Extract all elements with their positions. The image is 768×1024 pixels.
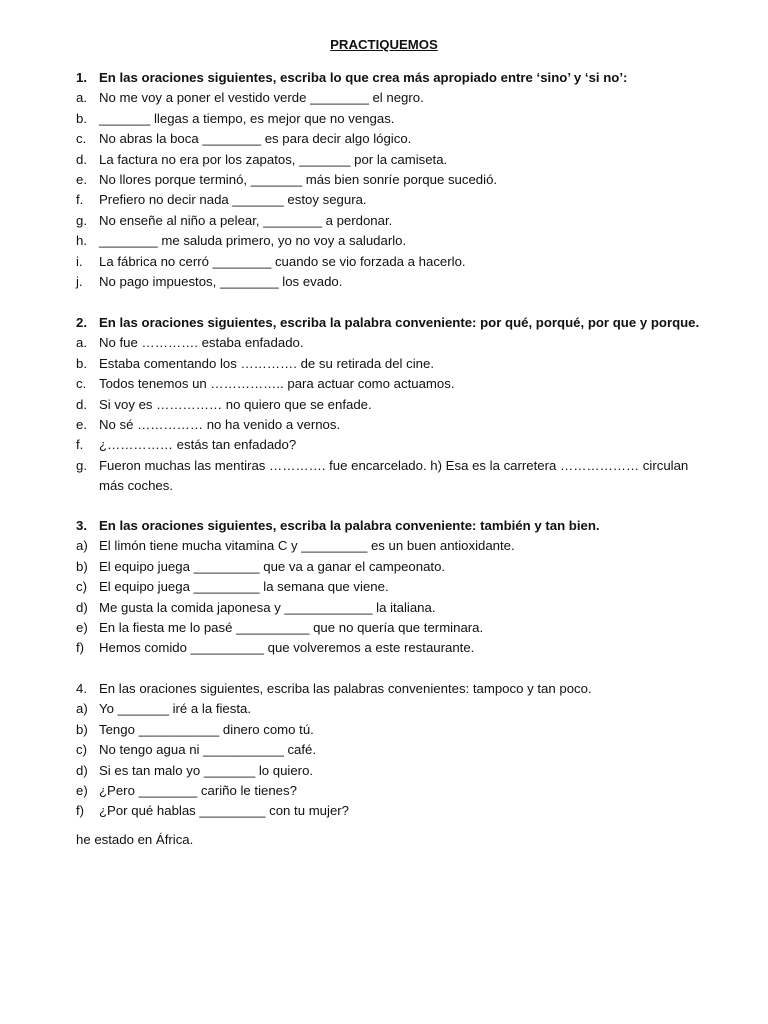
item-marker: c) <box>76 579 87 595</box>
list-item <box>76 638 716 658</box>
list-item <box>76 354 716 374</box>
page-title: PRACTIQUEMOS <box>330 37 438 52</box>
section-number: 3. <box>76 518 87 533</box>
exercise-section-1 <box>76 68 716 292</box>
item-marker: c. <box>76 376 87 392</box>
list-item <box>76 150 716 170</box>
item-sentence: Me gusta la comida japonesa y ____________ la italiana. <box>99 599 436 615</box>
item-sentence: Estaba comentando los …………. de su retirada del cine. <box>99 355 434 371</box>
item-sentence: El equipo juega _________ que va a ganar el campeonato. <box>99 558 446 574</box>
item-marker: e) <box>76 782 88 798</box>
exercise-section-4 <box>76 679 716 822</box>
item-sentence: ¿…………… estás tan enfadado? <box>99 437 297 453</box>
list-item <box>76 109 716 129</box>
item-marker: e. <box>76 171 87 187</box>
section-heading <box>76 313 716 333</box>
item-sentence: No llores porque terminó, _______ más bien sonríe porque sucedió. <box>99 171 498 187</box>
item-marker: h. <box>76 233 87 249</box>
section-heading <box>76 516 716 536</box>
list-item <box>76 333 716 353</box>
item-sentence: ¿Pero ________ cariño le tienes? <box>99 782 297 798</box>
list-item <box>76 720 716 740</box>
item-marker: f. <box>76 437 84 453</box>
list-item <box>76 231 716 251</box>
list-item <box>76 211 716 231</box>
section-instruction: En las oraciones siguientes, escriba la palabra conveniente: también y tan bien. <box>99 518 600 533</box>
list-item <box>76 598 716 618</box>
section-instruction: En las oraciones siguientes, escriba las palabras convenientes: tampoco y tan poco. <box>99 681 592 696</box>
list-item <box>76 395 716 415</box>
item-sentence: No pago impuestos, ________ los evado. <box>99 273 343 289</box>
item-marker: f) <box>76 803 85 819</box>
item-marker: b) <box>76 721 88 737</box>
list-item <box>76 781 716 801</box>
item-sentence: Si voy es …………… no quiero que se enfade. <box>99 396 372 412</box>
list-item <box>76 557 716 577</box>
list-item <box>76 618 716 638</box>
item-sentence: La fábrica no cerró ________ cuando se vio forzada a hacerlo. <box>99 253 466 269</box>
list-item <box>76 170 716 190</box>
item-sentence: No sé …………… no ha venido a vernos. <box>99 416 341 432</box>
item-sentence: ________ me saluda primero, yo no voy a saludarlo. <box>99 233 407 249</box>
item-marker: d. <box>76 396 87 412</box>
item-marker: b. <box>76 355 87 371</box>
section-heading <box>76 679 716 699</box>
item-sentence: Yo _______ iré a la fiesta. <box>99 701 252 717</box>
item-marker: d. <box>76 151 87 167</box>
section-heading <box>76 68 716 88</box>
list-item <box>76 699 716 719</box>
item-marker: c. <box>76 131 87 147</box>
item-marker: c) <box>76 742 87 758</box>
list-item <box>76 415 716 435</box>
item-sentence: Todos tenemos un …………….. para actuar como actuamos. <box>99 376 455 392</box>
item-sentence: No enseñe al niño a pelear, ________ a perdonar. <box>99 212 393 228</box>
list-item <box>76 88 716 108</box>
list-item <box>76 129 716 149</box>
section-number: 2. <box>76 315 87 330</box>
item-marker: b. <box>76 110 87 126</box>
item-marker: e. <box>76 416 87 432</box>
section-number: 4. <box>76 681 87 696</box>
list-item <box>76 536 716 556</box>
item-sentence: Tengo ___________ dinero como tú. <box>99 721 314 737</box>
item-sentence: El equipo juega _________ la semana que viene. <box>99 579 389 595</box>
item-marker: a. <box>76 335 87 351</box>
item-marker: a) <box>76 538 88 554</box>
list-item <box>76 252 716 272</box>
item-sentence: En la fiesta me lo pasé __________ que no quería que terminara. <box>99 619 484 635</box>
item-marker: g. <box>76 457 87 473</box>
item-sentence: ¿Por qué hablas _________ con tu mujer? <box>99 803 350 819</box>
item-marker: i. <box>76 253 83 269</box>
item-marker: j. <box>76 273 83 289</box>
exercise-section-2 <box>76 313 716 497</box>
list-item <box>76 740 716 760</box>
footer-note: he estado en África. <box>76 832 194 847</box>
exercise-section-3 <box>76 516 716 659</box>
list-item <box>76 577 716 597</box>
section-instruction: En las oraciones siguientes, escriba la palabra conveniente: por qué, porqué, por que y porque. <box>99 315 700 330</box>
item-sentence: El limón tiene mucha vitamina C y _________ es un buen antioxidante. <box>99 538 515 554</box>
item-sentence: _______ llegas a tiempo, es mejor que no vengas. <box>99 110 395 126</box>
item-marker: a) <box>76 701 88 717</box>
item-marker: d) <box>76 762 88 778</box>
item-marker: d) <box>76 599 88 615</box>
item-sentence: Si es tan malo yo _______ lo quiero. <box>99 762 314 778</box>
item-sentence: No me voy a poner el vestido verde ________ el negro. <box>99 90 424 106</box>
list-item <box>76 801 716 821</box>
list-item <box>76 761 716 781</box>
item-sentence: Hemos comido __________ que volveremos a este restaurante. <box>99 640 475 656</box>
item-marker: a. <box>76 90 87 106</box>
item-marker: f. <box>76 192 84 208</box>
item-sentence: No fue …………. estaba enfadado. <box>99 335 304 351</box>
item-sentence: No tengo agua ni ___________ café. <box>99 742 317 758</box>
list-item <box>76 272 716 292</box>
item-sentence: La factura no era por los zapatos, _______ por la camiseta. <box>99 151 448 167</box>
section-instruction: En las oraciones siguientes, escriba lo que crea más apropiado entre ‘sino’ y ‘si no’: <box>99 70 628 85</box>
item-marker: b) <box>76 558 88 574</box>
item-sentence: No abras la boca ________ es para decir algo lógico. <box>99 131 412 147</box>
item-marker: f) <box>76 640 85 656</box>
list-item <box>76 435 716 455</box>
list-item <box>76 190 716 210</box>
item-marker: e) <box>76 619 88 635</box>
list-item <box>76 374 716 394</box>
item-sentence: Prefiero no decir nada _______ estoy segura. <box>99 192 367 208</box>
section-number: 1. <box>76 70 87 85</box>
list-item <box>76 456 716 497</box>
item-sentence: Fueron muchas las mentiras …………. fue encarcelado. h) Esa es la carretera ……………… circulan más coches. <box>99 457 689 494</box>
item-marker: g. <box>76 212 87 228</box>
